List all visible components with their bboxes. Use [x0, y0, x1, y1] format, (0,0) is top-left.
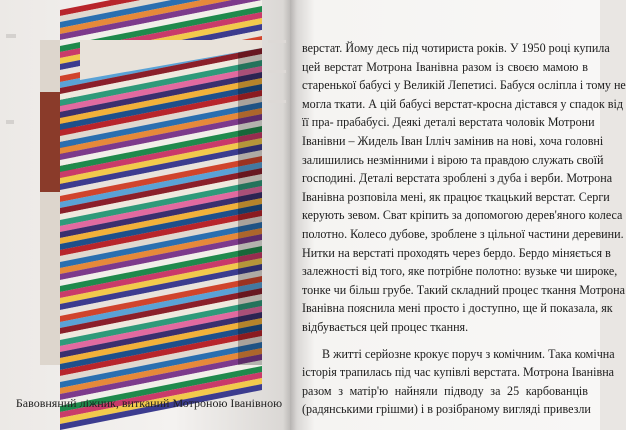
text-line: Нитки на верстаті проходять через бердо. Бердо міняється в [302, 245, 611, 260]
text-line: залишились незмінними і вірою та правдою служать своїй [302, 152, 604, 167]
text-line: історія трапилась під час купівлі верстата. Мотрона Іванівна [302, 365, 615, 380]
bleed-through-mark [268, 100, 286, 103]
blanket-image [40, 40, 262, 365]
bleed-through-mark [268, 70, 286, 73]
photo-caption: Бавовняний ліжник, витканий Мотроною Іванівною [15, 396, 283, 410]
text-line: (радянськими грішми) і в розібраному вигляді привезли [302, 402, 591, 417]
bleed-through-mark [6, 120, 14, 124]
text-line: Іванівни – Жидель Іван Ілліч замінив на нові, хоча головні [302, 133, 604, 148]
paragraph-1 [302, 39, 626, 337]
photo-shadow [238, 40, 262, 365]
text-line: старенької бабусі у Великій Лепетисі. Бабуся осліпла і тому не [302, 78, 626, 93]
text-line: полотно. Колесо дубове, зроблене з цільної частини деревини. [302, 226, 624, 241]
body-text [302, 39, 626, 419]
text-line: разом з матір'ю найняли підводу за 25 карбованців [302, 383, 588, 398]
text-line: господині. Деталі верстата зроблені з дуба і верби. Мотрона [302, 171, 613, 186]
text-line: керують зевом. Сват кріпить за допомогою дерев'яного колеса [302, 208, 623, 223]
striped-blanket-photo [40, 40, 262, 365]
text-line: Іванівна розповіла мені, як працює ткацький верстат. Серги [302, 189, 610, 204]
paragraph-2 [302, 345, 615, 419]
page-gutter [283, 0, 297, 430]
text-line: тонке чи більш грубе. Такий складний процес ткання Мотрона [302, 282, 625, 297]
text-line: цей верстат Мотрона Іванівна разом із своєю мамою в [302, 59, 588, 74]
text-line: верстат. Йому десь під чотириста років. У 1950 році купила [302, 41, 610, 55]
text-line: Іванівна пояснила мені просто і доступно, ще й показала, як [302, 301, 613, 316]
text-line: її пра- прабабусі. Деякі деталі верстата чоловік Мотрони [302, 115, 595, 130]
text-line: залежності від того, яке потрібне полотно: вузьке чи широке, [302, 264, 618, 279]
bleed-through-mark [268, 40, 286, 43]
text-line: могла ткати. А цій бабусі верстат-кросна дістався у спадок від [302, 96, 624, 111]
text-line: В житті серйозне крокує поруч з комічним. Така комічна [322, 346, 615, 361]
paragraph-gap [302, 337, 588, 345]
bleed-through-mark [6, 34, 16, 38]
text-line: відбувається цей процес ткання. [302, 319, 469, 334]
